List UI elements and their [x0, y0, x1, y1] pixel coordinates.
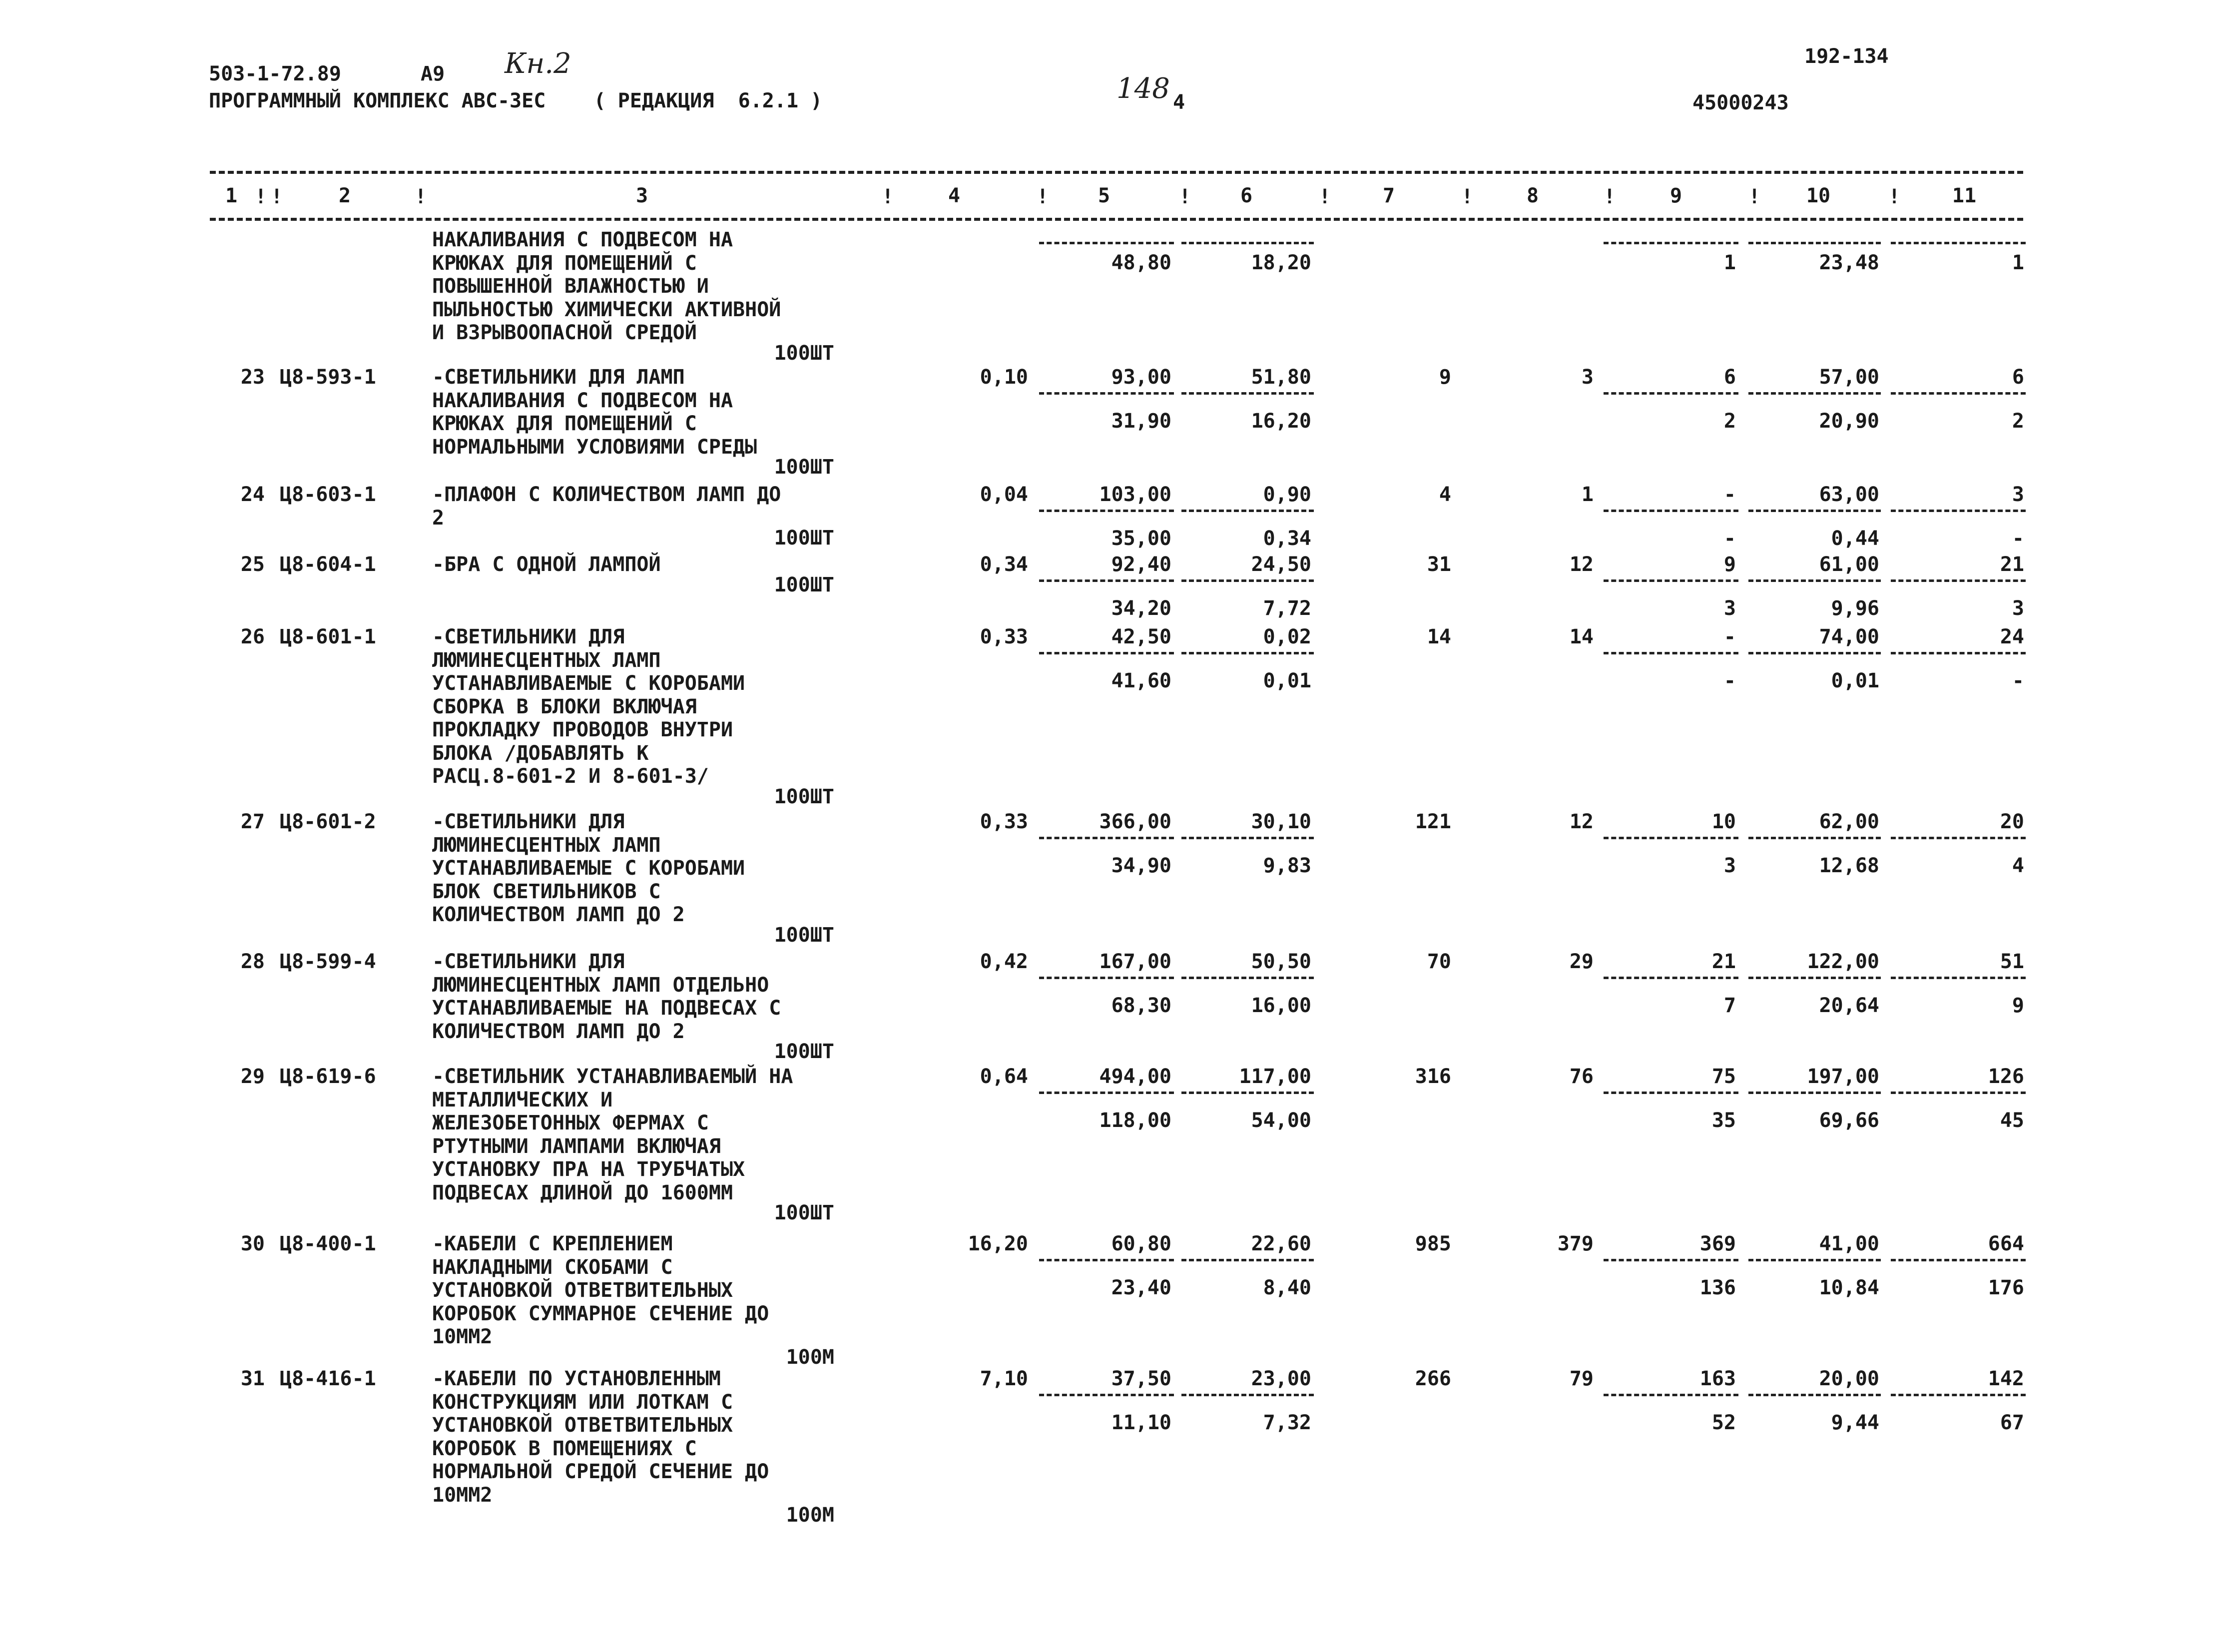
value-divider	[1604, 1259, 1738, 1261]
value-divider	[1181, 977, 1314, 979]
value-c9: 163	[1699, 1367, 1736, 1390]
description-line: КРЮКАХ ДЛЯ ПОМЕЩЕНИЙ С	[432, 251, 697, 275]
value-c10: 122,00	[1807, 950, 1879, 973]
value-c8: 14	[1569, 625, 1594, 648]
description-line: РТУТНЫМИ ЛАМПАМИ ВКЛЮЧАЯ	[432, 1134, 721, 1158]
value-c10: 74,00	[1819, 625, 1879, 648]
column-separator: !	[1461, 185, 1474, 208]
value-c5b: 48,80	[1111, 251, 1171, 274]
value-c5: 494,00	[1099, 1065, 1171, 1088]
value-c9: 369	[1699, 1232, 1736, 1255]
value-c5: 42,50	[1111, 625, 1171, 648]
value-c9: 10	[1711, 810, 1736, 833]
value-divider	[1181, 652, 1314, 654]
value-c9b: 136	[1699, 1276, 1736, 1299]
description-line: БЛОКА /ДОБАВЛЯТЬ К	[432, 741, 649, 765]
value-c7: 4	[1439, 483, 1451, 506]
unit-of-measure: 100ШТ	[774, 573, 834, 596]
value-c5: 60,80	[1111, 1232, 1171, 1255]
value-divider	[1604, 1092, 1738, 1094]
description-line: КОЛИЧЕСТВОМ ЛАМП ДО 2	[432, 903, 685, 926]
right-code: 45000243	[1692, 91, 1789, 114]
column-number-4: 4	[948, 184, 961, 207]
value-c7: 985	[1415, 1232, 1451, 1255]
value-c10b: 20,90	[1819, 410, 1879, 433]
right-code-top: 192-134	[1804, 45, 1889, 68]
row-number: 29	[240, 1065, 265, 1088]
header-top-rule	[210, 171, 2023, 174]
value-divider	[1748, 837, 1881, 839]
description-line: -СВЕТИЛЬНИКИ ДЛЯ	[432, 810, 625, 833]
value-c10b: 20,64	[1819, 994, 1879, 1017]
column-number-6: 6	[1240, 184, 1253, 207]
value-c8: 1	[1581, 483, 1594, 506]
value-c8: 3	[1581, 366, 1594, 389]
value-qty: 16,20	[968, 1232, 1028, 1255]
value-divider	[1748, 579, 1881, 582]
value-c11: 3	[2012, 483, 2024, 506]
value-c5b: 34,20	[1111, 597, 1171, 620]
value-divider	[1039, 1092, 1174, 1094]
rate-code: Ц8-604-1	[280, 553, 376, 576]
value-c11: 51	[2000, 950, 2024, 973]
value-divider	[1891, 1259, 2026, 1261]
value-divider	[1604, 652, 1738, 654]
value-qty: 0,34	[980, 553, 1028, 576]
value-divider	[1748, 510, 1881, 512]
value-c9: 21	[1711, 950, 1736, 973]
value-c11b: 3	[2012, 597, 2024, 620]
value-divider	[1181, 1259, 1314, 1261]
row-number: 27	[240, 810, 265, 833]
album-code: А9	[421, 62, 445, 85]
value-c9b: -	[1723, 669, 1736, 692]
rate-code: Ц8-593-1	[280, 366, 376, 389]
value-divider	[1748, 1259, 1881, 1261]
description-line: ПОДВЕСАХ ДЛИНОЙ ДО 1600ММ	[432, 1181, 733, 1204]
value-c5: 103,00	[1099, 483, 1171, 506]
column-number-2: 2	[338, 184, 351, 207]
value-divider	[1604, 510, 1738, 512]
description-line: -БРА С ОДНОЙ ЛАМПОЙ	[432, 553, 661, 576]
description-line: И ВЗРЫВООПАСНОЙ СРЕДОЙ	[432, 321, 697, 344]
value-c11b: 4	[2012, 854, 2024, 877]
column-separator: !	[255, 185, 267, 208]
description-line: ЖЕЛЕЗОБЕТОННЫХ ФЕРМАХ С	[432, 1111, 709, 1134]
unit-of-measure: 100ШТ	[774, 341, 834, 365]
column-number-3: 3	[635, 184, 648, 207]
value-c9b: 1	[1723, 251, 1736, 274]
value-c10: 57,00	[1819, 366, 1879, 389]
value-c11: 126	[1988, 1065, 2024, 1088]
description-line: НАКЛАДНЫМИ СКОБАМИ С	[432, 1255, 673, 1279]
row-number: 26	[240, 625, 265, 648]
description-line: -ПЛАФОН С КОЛИЧЕСТВОМ ЛАМП ДО	[432, 483, 781, 506]
value-divider	[1039, 977, 1174, 979]
value-qty: 0,42	[980, 950, 1028, 973]
value-c5b: 41,60	[1111, 669, 1171, 692]
description-line: КОНСТРУКЦИЯМ ИЛИ ЛОТКАМ С	[432, 1390, 733, 1414]
value-divider	[1181, 392, 1314, 395]
rate-code: Ц8-601-1	[280, 625, 376, 648]
row-number: 28	[240, 950, 265, 973]
description-line: ПОВЫШЕННОЙ ВЛАЖНОСТЬЮ И	[432, 275, 709, 298]
value-divider	[1039, 510, 1174, 512]
value-c10b: 69,66	[1819, 1109, 1879, 1132]
value-divider	[1039, 579, 1174, 582]
value-c11: 6	[2012, 366, 2024, 389]
unit-of-measure: 100М	[786, 1345, 834, 1369]
description-line: УСТАНОВКОЙ ОТВЕТВИТЕЛЬНЫХ	[432, 1279, 733, 1302]
header-bottom-rule	[210, 218, 2023, 221]
value-c5: 92,40	[1111, 553, 1171, 576]
value-c6b: 7,32	[1263, 1411, 1311, 1434]
description-line: БЛОК СВЕТИЛЬНИКОВ С	[432, 880, 661, 903]
value-divider	[1604, 977, 1738, 979]
description-line: ЛЮМИНЕСЦЕНТНЫХ ЛАМП	[432, 648, 661, 672]
value-c5: 167,00	[1099, 950, 1171, 973]
value-c11b: 9	[2012, 994, 2024, 1017]
value-c11: 20	[2000, 810, 2024, 833]
description-line: -СВЕТИЛЬНИКИ ДЛЯ ЛАМП	[432, 366, 685, 389]
value-c9b: 3	[1723, 597, 1736, 620]
value-c6: 0,90	[1263, 483, 1311, 506]
value-c10b: 23,48	[1819, 251, 1879, 274]
value-divider	[1039, 392, 1174, 395]
value-c5b: 31,90	[1111, 410, 1171, 433]
value-c5b: 118,00	[1099, 1109, 1171, 1132]
unit-of-measure: 100ШТ	[774, 785, 834, 808]
value-c6b: 16,00	[1251, 994, 1311, 1017]
rate-code: Ц8-619-6	[280, 1065, 376, 1088]
value-divider	[1891, 579, 2026, 582]
description-line: НАКАЛИВАНИЯ С ПОДВЕСОМ НА	[432, 389, 733, 412]
value-qty: 0,33	[980, 810, 1028, 833]
value-divider	[1039, 242, 1174, 244]
description-line: -КАБЕЛИ ПО УСТАНОВЛЕННЫМ	[432, 1367, 721, 1390]
value-c6: 30,10	[1251, 810, 1311, 833]
value-c7: 70	[1427, 950, 1451, 973]
value-c7: 14	[1427, 625, 1451, 648]
value-c5b: 23,40	[1111, 1276, 1171, 1299]
value-c9: 9	[1723, 553, 1736, 576]
value-c9: 75	[1711, 1065, 1736, 1088]
value-divider	[1891, 1394, 2026, 1396]
doc-code: 503-1-72.89	[209, 62, 341, 85]
value-c9: 6	[1723, 366, 1736, 389]
column-separator: !	[271, 185, 283, 208]
row-number: 31	[240, 1367, 265, 1390]
value-divider	[1181, 242, 1314, 244]
description-line: НОРМАЛЬНОЙ СРЕДОЙ СЕЧЕНИЕ ДО	[432, 1460, 769, 1483]
value-c11: 24	[2000, 625, 2024, 648]
value-c9b: 7	[1723, 994, 1736, 1017]
description-line: -СВЕТИЛЬНИК УСТАНАВЛИВАЕМЫЙ НА	[432, 1065, 793, 1088]
value-c9b: 2	[1723, 410, 1736, 433]
value-c10b: 0,01	[1831, 669, 1879, 692]
value-divider	[1891, 837, 2026, 839]
unit-of-measure: 100ШТ	[774, 456, 834, 479]
value-c6: 117,00	[1239, 1065, 1311, 1088]
column-separator: !	[1319, 185, 1331, 208]
value-c6: 24,50	[1251, 553, 1311, 576]
value-qty: 0,33	[980, 625, 1028, 648]
value-divider	[1748, 652, 1881, 654]
value-c7: 31	[1427, 553, 1451, 576]
value-qty: 0,64	[980, 1065, 1028, 1088]
value-divider	[1604, 392, 1738, 395]
row-number: 30	[240, 1232, 265, 1255]
value-c6: 0,02	[1263, 625, 1311, 648]
value-c5b: 11,10	[1111, 1411, 1171, 1434]
value-c5b: 35,00	[1111, 527, 1171, 550]
description-line: СБОРКА В БЛОКИ ВКЛЮЧАЯ	[432, 695, 697, 718]
value-c6b: 18,20	[1251, 251, 1311, 274]
row-number: 23	[240, 366, 265, 389]
value-c11b: 67	[2000, 1411, 2024, 1434]
value-c9b: -	[1723, 527, 1736, 550]
description-line: КРЮКАХ ДЛЯ ПОМЕЩЕНИЙ С	[432, 412, 697, 435]
value-c5b: 68,30	[1111, 994, 1171, 1017]
column-number-11: 11	[1952, 184, 1977, 207]
rate-code: Ц8-416-1	[280, 1367, 376, 1390]
value-c5b: 34,90	[1111, 854, 1171, 877]
value-c11b: 176	[1988, 1276, 2024, 1299]
description-line: УСТАНАВЛИВАЕМЫЕ НА ПОДВЕСАХ С	[432, 997, 781, 1020]
value-divider	[1748, 392, 1881, 395]
value-c7: 121	[1415, 810, 1451, 833]
value-c7: 316	[1415, 1065, 1451, 1088]
value-c10b: 9,96	[1831, 597, 1879, 620]
value-c10b: 9,44	[1831, 1411, 1879, 1434]
description-line: ЛЮМИНЕСЦЕНТНЫХ ЛАМП	[432, 833, 661, 857]
value-divider	[1181, 1092, 1314, 1094]
description-line: УСТАНАВЛИВАЕМЫЕ С КОРОБАМИ	[432, 857, 745, 880]
column-number-9: 9	[1669, 184, 1682, 207]
value-divider	[1604, 242, 1738, 244]
column-separator: !	[1037, 185, 1049, 208]
value-c8: 79	[1569, 1367, 1594, 1390]
value-c11: 21	[2000, 553, 2024, 576]
value-c6: 22,60	[1251, 1232, 1311, 1255]
unit-of-measure: 100ШТ	[774, 1040, 834, 1063]
value-c6b: 16,20	[1251, 410, 1311, 433]
value-c10b: 12,68	[1819, 854, 1879, 877]
value-divider	[1039, 1259, 1174, 1261]
column-number-8: 8	[1526, 184, 1539, 207]
value-c6b: 7,72	[1263, 597, 1311, 620]
value-c9b: 35	[1711, 1109, 1736, 1132]
value-c10: 61,00	[1819, 553, 1879, 576]
rate-code: Ц8-603-1	[280, 483, 376, 506]
value-divider	[1748, 1092, 1881, 1094]
value-divider	[1181, 837, 1314, 839]
value-c11b: -	[2012, 669, 2024, 692]
value-divider	[1039, 1394, 1174, 1396]
value-divider	[1748, 242, 1881, 244]
column-number-5: 5	[1098, 184, 1110, 207]
value-c5: 366,00	[1099, 810, 1171, 833]
value-qty: 0,04	[980, 483, 1028, 506]
description-line: УСТАНАВЛИВАЕМЫЕ С КОРОБАМИ	[432, 672, 745, 695]
column-separator: !	[1179, 185, 1191, 208]
unit-of-measure: 100ШТ	[774, 923, 834, 947]
value-c10: 197,00	[1807, 1065, 1879, 1088]
description-line: -СВЕТИЛЬНИКИ ДЛЯ	[432, 625, 625, 648]
value-c6b: 8,40	[1263, 1276, 1311, 1299]
value-c8: 12	[1569, 553, 1594, 576]
value-divider	[1891, 1092, 2026, 1094]
value-c6b: 0,01	[1263, 669, 1311, 692]
description-line: 10ММ2	[432, 1483, 493, 1507]
column-separator: !	[415, 185, 427, 208]
value-c10: 62,00	[1819, 810, 1879, 833]
value-c7: 266	[1415, 1367, 1451, 1390]
value-c6b: 0,34	[1263, 527, 1311, 550]
value-divider	[1039, 652, 1174, 654]
description-line: ЛЮМИНЕСЦЕНТНЫХ ЛАМП ОТДЕЛЬНО	[432, 973, 769, 997]
value-c8: 76	[1569, 1065, 1594, 1088]
description-line: МЕТАЛЛИЧЕСКИХ И	[432, 1088, 613, 1111]
column-number-1: 1	[225, 184, 238, 207]
value-c5: 93,00	[1111, 366, 1171, 389]
value-c5: 37,50	[1111, 1367, 1171, 1390]
value-c11: 664	[1988, 1232, 2024, 1255]
value-divider	[1891, 392, 2026, 395]
value-divider	[1181, 1394, 1314, 1396]
value-c11b: 45	[2000, 1109, 2024, 1132]
book-note: Кн.2	[505, 47, 571, 80]
value-c10b: 0,44	[1831, 527, 1879, 550]
value-divider	[1604, 579, 1738, 582]
value-divider	[1604, 1394, 1738, 1396]
rate-code: Ц8-601-2	[280, 810, 376, 833]
description-line: 10ММ2	[432, 1325, 493, 1348]
value-c9: -	[1723, 625, 1736, 648]
value-c8: 379	[1557, 1232, 1594, 1255]
program-line: ПРОГРАММНЫЙ КОМПЛЕКС АВС-3ЕС ( РЕДАКЦИЯ 6.2.1 )	[209, 89, 823, 112]
value-c11b: 1	[2012, 251, 2024, 274]
value-divider	[1604, 837, 1738, 839]
value-divider	[1039, 837, 1174, 839]
rate-code: Ц8-400-1	[280, 1232, 376, 1255]
value-c10: 63,00	[1819, 483, 1879, 506]
value-c11b: 2	[2012, 410, 2024, 433]
value-divider	[1748, 977, 1881, 979]
column-separator: !	[1604, 185, 1616, 208]
unit-of-measure: 100ШТ	[774, 1201, 834, 1224]
value-c10: 41,00	[1819, 1232, 1879, 1255]
value-qty: 7,10	[980, 1367, 1028, 1390]
description-line: РАСЦ.8-601-2 И 8-601-3/	[432, 765, 709, 788]
value-c6b: 9,83	[1263, 854, 1311, 877]
description-line: НАКАЛИВАНИЯ С ПОДВЕСОМ НА	[432, 228, 733, 251]
value-c11b: -	[2012, 527, 2024, 550]
column-separator: !	[1748, 185, 1761, 208]
value-c6: 51,80	[1251, 366, 1311, 389]
value-c6b: 54,00	[1251, 1109, 1311, 1132]
column-number-10: 10	[1806, 184, 1831, 207]
unit-of-measure: 100М	[786, 1504, 834, 1527]
value-c9: -	[1723, 483, 1736, 506]
description-line: ПЫЛЬНОСТЬЮ ХИМИЧЕСКИ АКТИВНОЙ	[432, 298, 781, 321]
description-line: КОРОБОК В ПОМЕЩЕНИЯХ С	[432, 1437, 697, 1460]
page-number-handwritten: 148	[1116, 72, 1170, 105]
description-line: УСТАНОВКОЙ ОТВЕТВИТЕЛЬНЫХ	[432, 1414, 733, 1437]
column-number-7: 7	[1382, 184, 1395, 207]
value-divider	[1891, 510, 2026, 512]
description-line: КОРОБОК СУММАРНОЕ СЕЧЕНИЕ ДО	[432, 1302, 769, 1325]
value-c6: 50,50	[1251, 950, 1311, 973]
value-divider	[1891, 977, 2026, 979]
value-c10: 20,00	[1819, 1367, 1879, 1390]
value-divider	[1891, 242, 2026, 244]
value-divider	[1891, 652, 2026, 654]
value-c6: 23,00	[1251, 1367, 1311, 1390]
value-c8: 29	[1569, 950, 1594, 973]
value-divider	[1748, 1394, 1881, 1396]
description-line: КОЛИЧЕСТВОМ ЛАМП ДО 2	[432, 1020, 685, 1043]
unit-of-measure: 100ШТ	[774, 527, 834, 550]
column-separator: !	[882, 185, 894, 208]
value-divider	[1181, 510, 1314, 512]
value-c11: 142	[1988, 1367, 2024, 1390]
description-line: УСТАНОВКУ ПРА НА ТРУБЧАТЫХ	[432, 1158, 745, 1181]
column-separator: !	[1888, 185, 1901, 208]
description-line: -СВЕТИЛЬНИКИ ДЛЯ	[432, 950, 625, 973]
value-c8: 12	[1569, 810, 1594, 833]
description-line: 2	[432, 506, 445, 530]
rate-code: Ц8-599-4	[280, 950, 376, 973]
sheet-number: 4	[1173, 91, 1185, 114]
description-line: ПРОКЛАДКУ ПРОВОДОВ ВНУТРИ	[432, 718, 733, 741]
row-number: 24	[240, 483, 265, 506]
value-c10b: 10,84	[1819, 1276, 1879, 1299]
value-qty: 0,10	[980, 366, 1028, 389]
value-c9b: 3	[1723, 854, 1736, 877]
row-number: 25	[240, 553, 265, 576]
value-divider	[1181, 579, 1314, 582]
value-c9b: 52	[1711, 1411, 1736, 1434]
description-line: НОРМАЛЬНЫМИ УСЛОВИЯМИ СРЕДЫ	[432, 435, 757, 459]
value-c7: 9	[1439, 366, 1451, 389]
description-line: -КАБЕЛИ С КРЕПЛЕНИЕМ	[432, 1232, 673, 1255]
